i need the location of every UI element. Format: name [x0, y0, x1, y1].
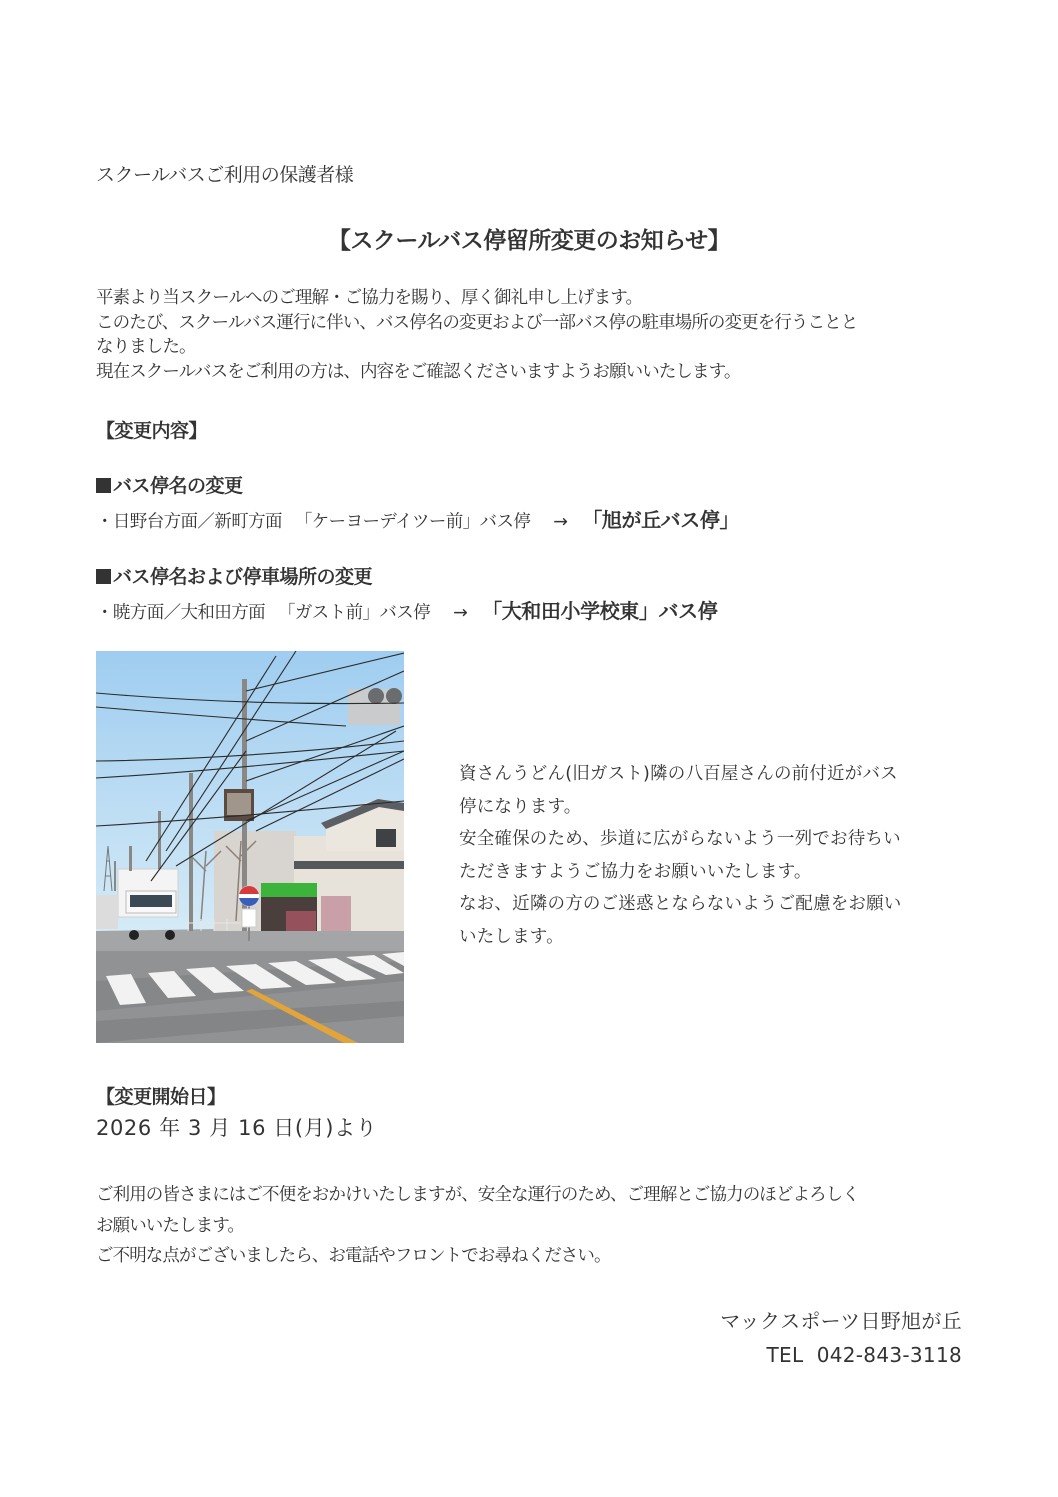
square-bullet-icon: [96, 569, 111, 584]
direction: 暁方面／大和田方面: [112, 603, 266, 623]
bullet: ・: [96, 603, 113, 623]
arrow-right-icon: →: [553, 512, 568, 532]
intro-line: なりました。: [96, 337, 196, 357]
intro-line: 現在スクールバスをご利用の方は、内容をご確認くださいますようお願いいたします。: [96, 361, 741, 382]
bullet: ・: [96, 512, 113, 532]
signature: [720, 1304, 962, 1372]
change-1-detail: [96, 504, 739, 533]
caption-line: ただきますようご協力をお願いいたします。: [459, 861, 812, 882]
tel-number: 042-843-3118: [816, 1343, 962, 1367]
caption-line: なお、近隣の方のご迷惑とならないようご配慮をお願い: [459, 894, 902, 914]
closing-line: ご不明な点がございましたら、お電話やフロントでお尋ねください。: [96, 1246, 611, 1266]
photo-caption: [459, 758, 902, 953]
changes-heading: 【変更内容】: [96, 420, 208, 442]
new-stop-suffix: バス停: [658, 599, 718, 623]
page-title: 【スクールバス停留所変更のお知らせ】: [327, 228, 731, 254]
square-bullet-icon: [96, 478, 111, 493]
new-stop-name: 「旭が丘バス停」: [582, 508, 740, 532]
intro-line: このたび、スクールバス運行に伴い、バス停名の変更および一部バス停の駐車場所の変更を行うことと: [96, 312, 858, 333]
caption-line: 安全確保のため、歩道に広がらないよう一列でお待ちい: [459, 829, 901, 849]
intro-paragraph: [96, 286, 857, 384]
direction: 日野台方面／新町方面: [112, 512, 282, 532]
closing-line: ご利用の皆さまにはご不便をおかけいたしますが、安全な運行のため、ご理解とご協力のほどよろしく: [96, 1185, 859, 1205]
bus-stop-photo: [96, 651, 404, 1043]
intro-line: 平素より当スクールへのご理解・ご協力を賜り、厚く御礼申し上げます。: [96, 288, 643, 308]
addressee: スクールバスご利用の保護者様: [96, 164, 354, 186]
new-stop-name: 「大和田小学校東」: [482, 599, 659, 623]
old-stop-name: 「ケーヨーデイツー前」バス停: [294, 512, 531, 532]
closing-line: お願いいたします。: [96, 1215, 244, 1236]
tel-label: TEL: [766, 1343, 804, 1367]
start-date-heading: 【変更開始日】: [96, 1086, 226, 1108]
closing-paragraph: [96, 1180, 859, 1272]
organization-name: マックスポーツ日野旭が丘: [720, 1309, 962, 1333]
caption-line: 資さんうどん(旧ガスト)隣の八百屋さんの前付近がバス: [459, 764, 898, 784]
change-2-detail: [96, 595, 717, 624]
change-1-heading: バス停名の変更: [96, 471, 243, 498]
change-2-heading: バス停名および停車場所の変更: [96, 562, 372, 589]
caption-line: 停になります。: [459, 796, 582, 817]
arrow-right-icon: →: [453, 603, 468, 623]
start-date: 2026 年 3 月 16 日(月)より: [96, 1116, 378, 1140]
old-stop-name: 「ガスト前」バス停: [277, 603, 431, 623]
phone-line: [720, 1338, 962, 1372]
caption-line: いたします。: [459, 926, 564, 947]
